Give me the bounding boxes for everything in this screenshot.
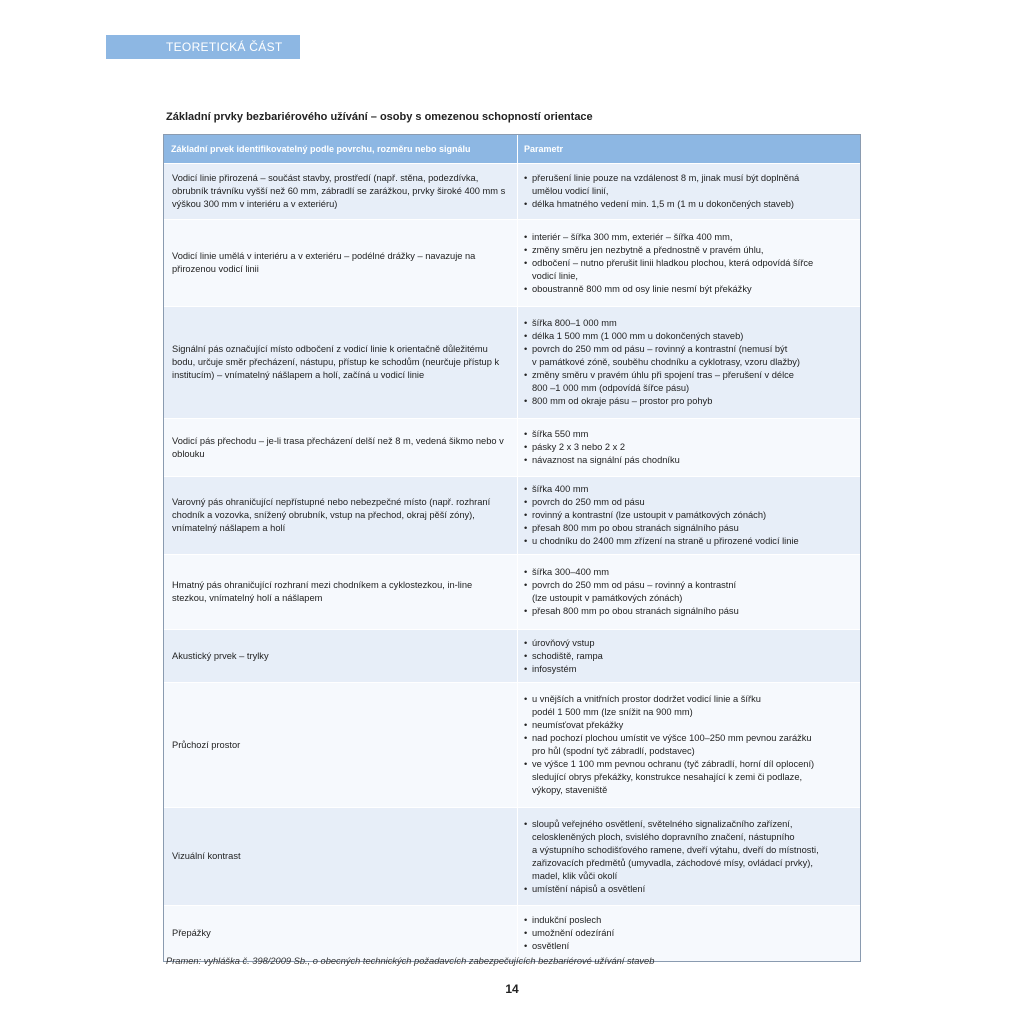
parameter-item xyxy=(524,198,854,211)
parameter-line: šířka 550 mm xyxy=(532,429,589,439)
parameter-text xyxy=(532,579,854,605)
parameter-text xyxy=(532,244,854,257)
element-text: Vodicí pás přechodu – je-li trasa přecházení delší než 8 m, vedená šikmo nebo v oblouku xyxy=(172,435,504,459)
requirements-table xyxy=(163,134,861,962)
parameter-cell xyxy=(518,307,860,418)
bullet-icon: • xyxy=(524,396,528,406)
parameter-line: úrovňový vstup xyxy=(532,637,595,648)
parameter-line: výkopy, staveniště xyxy=(532,785,608,795)
parameter-line: osvětlení xyxy=(532,941,570,951)
section-header-tag xyxy=(106,35,300,59)
parameter-text xyxy=(532,637,854,650)
element-text: Hmatný pás ohraničující rozhraní mezi chodníkem a cyklostezkou, in-line stezkou, vnímatelný holí a nášlapem xyxy=(172,580,473,603)
column-header-parameter: Parametr xyxy=(524,144,564,154)
parameter-item xyxy=(524,330,854,343)
bullet-icon: • xyxy=(524,318,528,328)
parameter-line: madel, klik vůči okolí xyxy=(532,870,618,881)
bullet-icon: • xyxy=(524,941,528,951)
table-header xyxy=(164,135,860,163)
parameter-item xyxy=(524,927,854,940)
section-label: TEORETICKÁ ČÁST xyxy=(166,40,283,54)
parameter-text xyxy=(532,818,854,883)
parameter-text xyxy=(532,330,854,343)
parameter-item xyxy=(524,605,854,618)
parameter-text xyxy=(532,927,854,940)
table-body xyxy=(164,163,860,961)
parameter-text xyxy=(532,231,854,244)
table-row xyxy=(164,219,860,306)
parameter-line: 800 mm od okraje pásu – prostor pro pohyb xyxy=(532,396,713,406)
parameter-item xyxy=(524,758,854,797)
parameter-line: u chodníku do 2400 mm zřízení na straně u přirozené vodicí linie xyxy=(532,536,799,546)
parameter-item xyxy=(524,650,854,663)
parameter-text xyxy=(532,693,854,719)
parameter-item xyxy=(524,283,854,296)
bullet-icon: • xyxy=(524,694,528,704)
parameter-item xyxy=(524,522,854,535)
element-cell xyxy=(164,419,518,476)
bullet-icon: • xyxy=(524,720,528,730)
table-row xyxy=(164,418,860,476)
element-text: Varovný pás ohraničující nepřístupné nebo nebezpečné místo (např. rozhraní chodník a vozovka, snížený obrubník, vstup na přechod, okraj pěší zóny), vnímatelný nášlapem a holí xyxy=(172,497,491,533)
parameter-line: přerušení linie pouze na vzdálenost 8 m, jinak musí být doplněná xyxy=(532,173,800,183)
bullet-icon: • xyxy=(524,523,528,533)
bullet-icon: • xyxy=(524,370,528,380)
parameter-item xyxy=(524,441,854,454)
parameter-cell xyxy=(518,906,860,961)
parameter-line: ve výšce 1 100 mm pevnou ochranu (tyč zábradlí, horní díl oplocení) xyxy=(532,759,815,769)
element-text: Přepážky xyxy=(172,928,211,938)
parameter-text xyxy=(532,454,854,467)
bullet-icon: • xyxy=(524,663,528,674)
parameter-item xyxy=(524,719,854,732)
parameter-text xyxy=(532,343,854,369)
bullet-icon: • xyxy=(524,536,528,546)
parameter-text xyxy=(532,172,854,198)
bullet-icon: • xyxy=(524,173,528,183)
table-row xyxy=(164,905,860,961)
parameter-item xyxy=(524,566,854,579)
parameter-text xyxy=(532,732,854,758)
parameter-line: délka 1 500 mm (1 000 mm u dokončených staveb) xyxy=(532,331,744,341)
parameter-item xyxy=(524,535,854,548)
parameter-text xyxy=(532,509,854,522)
parameter-text xyxy=(532,317,854,330)
bullet-icon: • xyxy=(524,915,528,925)
parameter-text xyxy=(532,650,854,663)
bullet-icon: • xyxy=(524,928,528,938)
parameter-item xyxy=(524,940,854,953)
parameter-line: povrch do 250 mm od pásu – rovinný a kontrastní xyxy=(532,580,737,590)
parameter-text xyxy=(532,940,854,953)
parameter-line: schodiště, rampa xyxy=(532,650,603,661)
parameter-line: umístění nápisů a osvětlení xyxy=(532,883,646,894)
table-row xyxy=(164,306,860,418)
parameter-item xyxy=(524,317,854,330)
parameter-line: a výstupního schodišťového ramene, dveří výtahu, dveří do místnosti, xyxy=(532,844,819,855)
parameter-cell xyxy=(518,477,860,554)
parameter-text xyxy=(532,883,854,896)
parameter-line: interiér – šířka 300 mm, exteriér – šířka 400 mm, xyxy=(532,231,733,242)
element-text: Akustický prvek – trylky xyxy=(172,650,269,661)
bullet-icon: • xyxy=(524,429,528,439)
element-cell xyxy=(164,683,518,807)
parameter-text xyxy=(532,283,854,296)
bullet-icon: • xyxy=(524,733,528,743)
table-row xyxy=(164,476,860,554)
parameter-text xyxy=(532,719,854,732)
parameter-item xyxy=(524,483,854,496)
parameter-line: odbočení – nutno přerušit linii hladkou plochou, která odpovídá šířce xyxy=(532,257,814,268)
parameter-cell xyxy=(518,220,860,306)
table-row xyxy=(164,682,860,807)
element-cell xyxy=(164,555,518,629)
bullet-icon: • xyxy=(524,497,528,507)
parameter-text xyxy=(532,535,854,548)
table-row xyxy=(164,163,860,219)
element-cell xyxy=(164,808,518,905)
parameter-item xyxy=(524,663,854,676)
parameter-text xyxy=(532,496,854,509)
table-title: Základní prvky bezbariérového užívání – osoby s omezenou schopností orientace xyxy=(166,111,593,123)
parameter-text xyxy=(532,369,854,395)
parameter-line: délka hmatného vedení min. 1,5 m (1 m u dokončených staveb) xyxy=(532,199,795,209)
parameter-line: šířka 400 mm xyxy=(532,484,589,494)
parameter-text xyxy=(532,198,854,211)
bullet-icon: • xyxy=(524,883,528,894)
element-text: Signální pás označující místo odbočení z vodicí linie k orientačně důležitému bodu, určuje směr přecházení, nástupu, přístup ke schodům (neurčuje přístup k institucím) – vnímatelný nášlapem a holí, začíná u vodicí linie xyxy=(172,344,500,380)
bullet-icon: • xyxy=(524,344,528,354)
element-cell xyxy=(164,906,518,961)
parameter-item xyxy=(524,369,854,395)
element-text: Vodicí linie umělá v interiéru a v exteriéru – podélné drážky – navazuje na přirozenou vodicí linii xyxy=(172,251,476,274)
element-cell xyxy=(164,630,518,682)
parameter-line: indukční poslech xyxy=(532,915,602,925)
table-row xyxy=(164,807,860,905)
element-cell xyxy=(164,164,518,219)
parameter-line: změny směru v pravém úhlu při spojení tras – přerušení v délce xyxy=(532,370,794,380)
bullet-icon: • xyxy=(524,637,528,648)
bullet-icon: • xyxy=(524,199,528,209)
parameter-line: podél 1 500 mm (lze snížit na 900 mm) xyxy=(532,707,693,717)
parameter-line: umožnění odezírání xyxy=(532,928,615,938)
parameter-line: (lze ustoupit v památkových zónách) xyxy=(532,593,683,603)
parameter-item xyxy=(524,244,854,257)
parameter-line: infosystém xyxy=(532,663,577,674)
parameter-line: v památkové zóně, souběhu chodníku a cyklotrasy, vzoru dlažby) xyxy=(532,357,801,367)
parameter-item xyxy=(524,818,854,883)
parameter-item xyxy=(524,428,854,441)
element-text: Vizuální kontrast xyxy=(172,851,241,861)
parameter-line: oboustranně 800 mm od osy linie nesmí být překážky xyxy=(532,283,752,294)
parameter-item xyxy=(524,231,854,244)
parameter-cell xyxy=(518,683,860,807)
parameter-item xyxy=(524,257,854,283)
parameter-line: zařizovacích předmětů (umyvadla, záchodové mísy, ovládací prvky), xyxy=(532,857,813,868)
parameter-text xyxy=(532,914,854,927)
bullet-icon: • xyxy=(524,650,528,661)
element-text: Průchozí prostor xyxy=(172,739,241,750)
parameter-line: pro hůl (spodní tyč zábradlí, podstavec) xyxy=(532,746,695,756)
parameter-line: přesah 800 mm po obou stranách signálního pásu xyxy=(532,523,739,533)
parameter-text xyxy=(532,522,854,535)
bullet-icon: • xyxy=(524,442,528,452)
parameter-line: přesah 800 mm po obou stranách signálního pásu xyxy=(532,606,739,616)
bullet-icon: • xyxy=(524,759,528,769)
parameter-item xyxy=(524,343,854,369)
parameter-line: změny směru jen nezbytně a přednostně v pravém úhlu, xyxy=(532,244,764,255)
page-number: 14 xyxy=(505,982,519,996)
bullet-icon: • xyxy=(524,257,528,268)
parameter-text xyxy=(532,483,854,496)
parameter-item xyxy=(524,883,854,896)
parameter-item xyxy=(524,732,854,758)
element-cell xyxy=(164,477,518,554)
parameter-line: nad pochozí plochou umístit ve výšce 100–250 mm pevnou zarážku xyxy=(532,733,812,743)
bullet-icon: • xyxy=(524,567,528,577)
parameter-line: u vnějších a vnitřních prostor dodržet vodicí linie a šířku xyxy=(532,694,761,704)
parameter-item xyxy=(524,454,854,467)
element-cell xyxy=(164,220,518,306)
parameter-line: vodicí linie, xyxy=(532,270,578,281)
parameter-item xyxy=(524,914,854,927)
bullet-icon: • xyxy=(524,606,528,616)
source-note: Pramen: vyhláška č. 398/2009 Sb., o obecných technických požadavcích zabezpečujících bezbariérové užívání staveb xyxy=(166,956,655,966)
bullet-icon: • xyxy=(524,818,528,829)
parameter-line: celoskleněných ploch, svislého dopravního značení, nástupního xyxy=(532,831,795,842)
parameter-item xyxy=(524,637,854,650)
table-row xyxy=(164,629,860,682)
parameter-line: umělou vodicí linií, xyxy=(532,186,609,196)
parameter-text xyxy=(532,758,854,797)
parameter-line: sledující obrys překážky, konstrukce nesahající k zemi či podlaze, xyxy=(532,772,803,782)
parameter-cell xyxy=(518,630,860,682)
parameter-item xyxy=(524,693,854,719)
bullet-icon: • xyxy=(524,510,528,520)
parameter-line: šířka 300–400 mm xyxy=(532,567,609,577)
parameter-line: pásky 2 x 3 nebo 2 x 2 xyxy=(532,442,626,452)
parameter-line: povrch do 250 mm od pásu – rovinný a kontrastní (nemusí být xyxy=(532,344,788,354)
parameter-line: sloupů veřejného osvětlení, světelného signalizačního zařízení, xyxy=(532,818,793,829)
parameter-text xyxy=(532,428,854,441)
bullet-icon: • xyxy=(524,484,528,494)
parameter-cell xyxy=(518,419,860,476)
parameter-text xyxy=(532,566,854,579)
parameter-line: návaznost na signální pás chodníku xyxy=(532,455,680,465)
parameter-line: neumísťovat překážky xyxy=(532,720,624,730)
parameter-item xyxy=(524,509,854,522)
parameter-item xyxy=(524,395,854,408)
parameter-text xyxy=(532,663,854,676)
element-text: Vodicí linie přirozená – součást stavby, prostředí (např. stěna, podezdívka, obrubník trávníku vyšší než 60 mm, zábradlí se zarážkou, prvky široké 400 mm s výškou 300 mm v interiéru a v exteriéru) xyxy=(172,173,506,209)
parameter-item xyxy=(524,172,854,198)
parameter-line: rovinný a kontrastní (lze ustoupit v památkových zónách) xyxy=(532,510,767,520)
parameter-line: 800 –1 000 mm (odpovídá šířce pásu) xyxy=(532,383,690,393)
bullet-icon: • xyxy=(524,580,528,590)
parameter-cell xyxy=(518,555,860,629)
parameter-text xyxy=(532,257,854,283)
element-cell xyxy=(164,307,518,418)
parameter-item xyxy=(524,579,854,605)
parameter-text xyxy=(532,441,854,454)
bullet-icon: • xyxy=(524,244,528,255)
parameter-cell xyxy=(518,808,860,905)
bullet-icon: • xyxy=(524,455,528,465)
bullet-icon: • xyxy=(524,331,528,341)
parameter-item xyxy=(524,496,854,509)
parameter-text xyxy=(532,395,854,408)
parameter-cell xyxy=(518,164,860,219)
bullet-icon: • xyxy=(524,283,528,294)
parameter-line: šířka 800–1 000 mm xyxy=(532,318,617,328)
parameter-text xyxy=(532,605,854,618)
parameter-line: povrch do 250 mm od pásu xyxy=(532,497,645,507)
bullet-icon: • xyxy=(524,231,528,242)
column-header-element: Základní prvek identifikovatelný podle povrchu, rozměru nebo signálu xyxy=(164,135,518,163)
table-row xyxy=(164,554,860,629)
